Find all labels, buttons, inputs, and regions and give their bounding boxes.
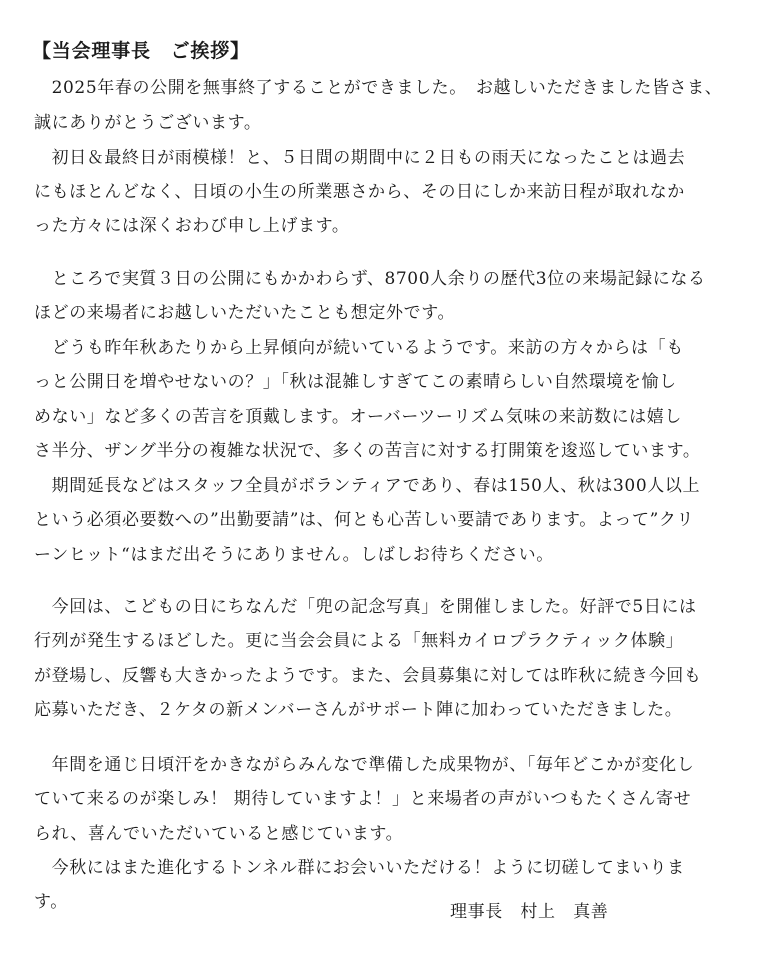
paragraph-line: 期間延長などはスタッフ全員がボランティアであり、春は150人、秋は300人以上 bbox=[34, 476, 701, 496]
paragraph-line: 今秋にはまた進化するトンネル群にお会いいただける！ように切磋してまいりま bbox=[34, 858, 685, 878]
paragraph-line: 今回は、こどもの日にちなんだ「兜の記念写真」を開催しました。好評で5日には bbox=[34, 597, 697, 617]
paragraph-line: す。 bbox=[34, 892, 68, 912]
paragraph-line: 誠にありがとうございます。 bbox=[34, 113, 262, 133]
paragraph-line: ーンヒット“はまだ出そうにありません。しばしお待ちください。 bbox=[34, 545, 554, 565]
signature: 理事長 村上 真善 bbox=[450, 902, 609, 922]
paragraph-line: った方々には深くおわび申し上げます。 bbox=[34, 216, 350, 236]
paragraph-line: が登場し、反響も大きかったようです。また、会員募集に対しては昨秋に続き今回も bbox=[34, 666, 702, 686]
paragraph-line: ほどの来場者にお越しいただいたことも想定外です。 bbox=[34, 303, 456, 323]
paragraph-line: にもほとんどなく、日頃の小生の所業悪さから、その日にしか来訪日程が取れなか bbox=[34, 182, 685, 202]
paragraph-line: という必須必要数への”出勤要請”は、何とも心苦しい要請であります。よって”クリ bbox=[34, 510, 695, 530]
paragraph-line: 応募いただき、２ケタの新メンバーさんがサポート陣に加わっていただきました。 bbox=[34, 700, 683, 720]
paragraph-line: られ、喜んでいただいていると感じています。 bbox=[34, 824, 404, 844]
paragraph-line: ところで実質３日の公開にもかかわらず、8700人余りの歴代3位の来場記録になる bbox=[34, 269, 706, 289]
paragraph-line: 年間を通じ日頃汗をかきながらみんなで準備した成果物が、「毎年どこかが変化し bbox=[34, 755, 695, 775]
page-title: 【当会理事長 ご挨拶】 bbox=[32, 40, 250, 62]
paragraph-line: ていて来るのが楽しみ！ 期待していますよ！」と来場者の声がいつもたくさん寄せ bbox=[34, 789, 692, 809]
paragraph-line: どうも昨年秋あたりから上昇傾向が続いているようです。来訪の方々からは「も bbox=[34, 338, 684, 358]
paragraph-line: さ半分、ザング半分の複雑な状況で、多くの苦言に対する打開策を逡巡しています。 bbox=[34, 441, 701, 461]
paragraph-line: っと公開日を増やせないの？」「秋は混雑しすぎてこの素晴らしい自然環境を愉し bbox=[34, 372, 677, 392]
paragraph-line: 2025年春の公開を無事終了することができました。 お越しいただきました皆さま、 bbox=[34, 78, 723, 98]
paragraph-line: 初日＆最終日が雨模様！と、５日間の期間中に２日もの雨天になったことは過去 bbox=[34, 148, 686, 168]
paragraph-line: めない」など多くの苦言を頂戴します。オーバーツーリズム気味の来訪数には嬉し bbox=[34, 407, 682, 427]
paragraph-line: 行列が発生するほどした。更に当会会員による「無料カイロプラクティック体験」 bbox=[34, 631, 684, 651]
